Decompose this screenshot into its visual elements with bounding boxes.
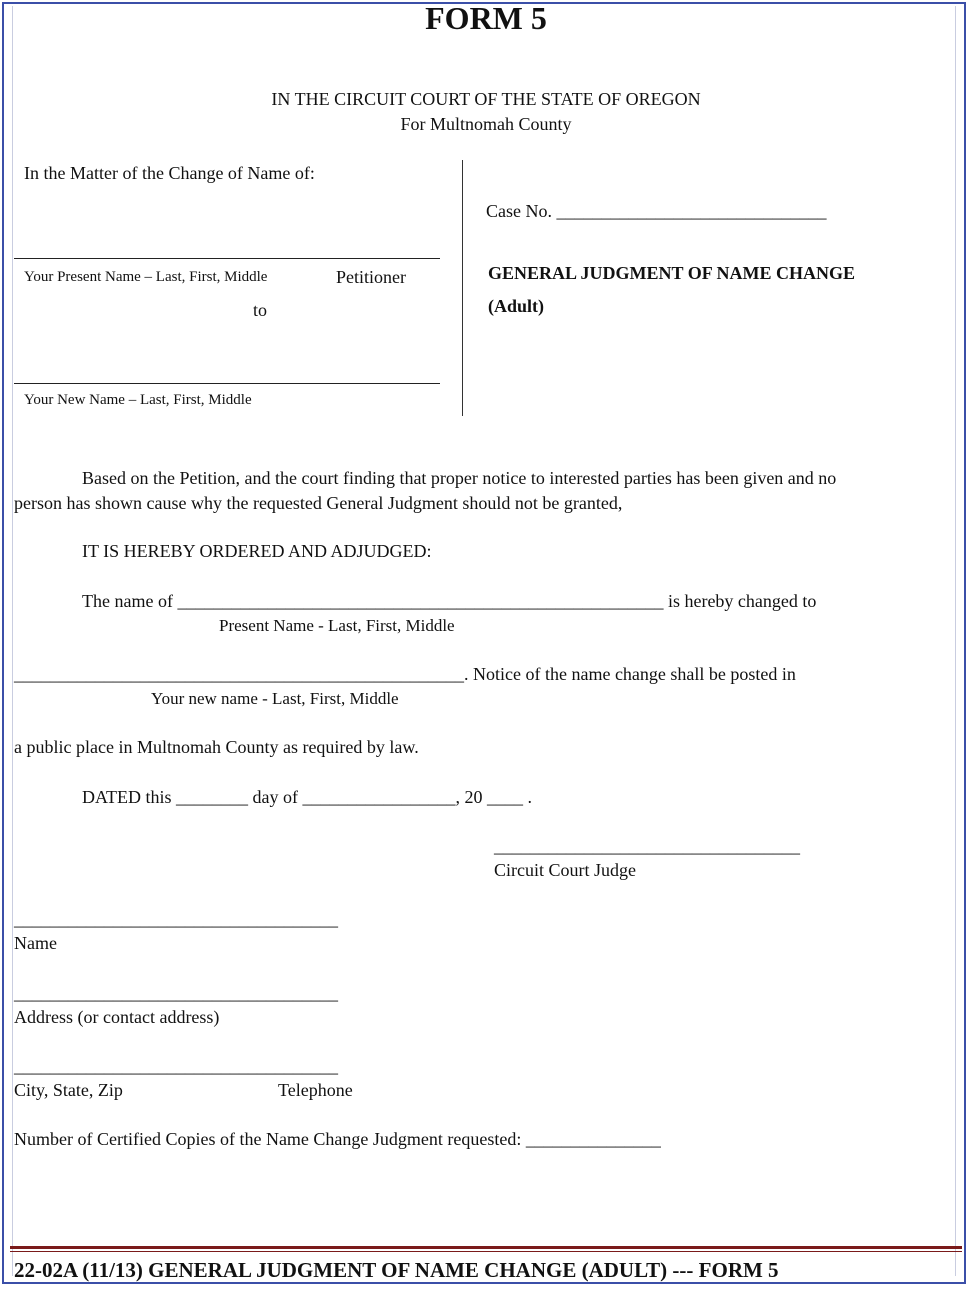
judge-label: Circuit Court Judge <box>494 860 636 880</box>
public-place-line: a public place in Multnomah County as required by law. <box>14 737 419 757</box>
copies-line[interactable]: Number of Certified Copies of the Name Change Judgment requested: _______________ <box>14 1129 661 1149</box>
matter-label: In the Matter of the Change of Name of: <box>24 163 315 183</box>
dated-line[interactable]: DATED this ________ day of _________________, 20 ____ . <box>82 787 532 807</box>
judgment-subtitle: (Adult) <box>488 296 545 316</box>
county-line: For Multnomah County <box>400 114 572 134</box>
to-label: to <box>253 300 268 320</box>
judge-signature-line[interactable]: __________________________________ <box>494 836 800 856</box>
case-number-field[interactable]: Case No. ______________________________ <box>486 201 827 221</box>
city-field[interactable]: ____________________________________ <box>14 1056 338 1076</box>
name-of-line[interactable]: The name of ______________________________________________________ is hereby changed to <box>82 591 817 611</box>
ordered-heading: IT IS HEREBY ORDERED AND ADJUDGED: <box>82 541 432 561</box>
petitioner-label: Petitioner <box>336 267 406 287</box>
footer-rule-thin <box>10 1251 962 1252</box>
present-name-field[interactable] <box>14 258 440 259</box>
caption-divider <box>462 160 463 416</box>
page-inner-frame <box>12 6 956 1276</box>
footer-text: 22-02A (11/13) GENERAL JUDGMENT OF NAME CHANGE (ADULT) --- FORM 5 <box>14 1258 779 1282</box>
new-name-label: Your New Name – Last, First, Middle <box>24 392 252 408</box>
name-label: Name <box>14 933 57 953</box>
address-field[interactable]: ____________________________________ <box>14 983 338 1003</box>
para1-line1: Based on the Petition, and the court finding that proper notice to interested parties has been given and no <box>82 468 837 488</box>
footer-rule <box>10 1246 962 1249</box>
city-label: City, State, Zip <box>14 1080 123 1100</box>
judgment-title: GENERAL JUDGMENT OF NAME CHANGE <box>488 263 856 283</box>
name-field[interactable]: ____________________________________ <box>14 909 338 929</box>
present-name-label: Your Present Name – Last, First, Middle <box>24 269 268 285</box>
address-label: Address (or contact address) <box>14 1007 220 1027</box>
new-name-line[interactable]: __________________________________________________. Notice of the name change shall be posted in <box>14 664 796 684</box>
court-line: IN THE CIRCUIT COURT OF THE STATE OF OREGON <box>271 89 701 109</box>
present-name-hint: Present Name - Last, First, Middle <box>219 616 455 635</box>
telephone-label: Telephone <box>278 1080 353 1100</box>
page-frame <box>2 2 966 1284</box>
new-name-hint: Your new name - Last, First, Middle <box>151 689 399 708</box>
new-name-field[interactable] <box>14 383 440 384</box>
form-title: FORM 5 <box>425 0 547 36</box>
para1-line2: person has shown cause why the requested General Judgment should not be granted, <box>14 493 623 513</box>
